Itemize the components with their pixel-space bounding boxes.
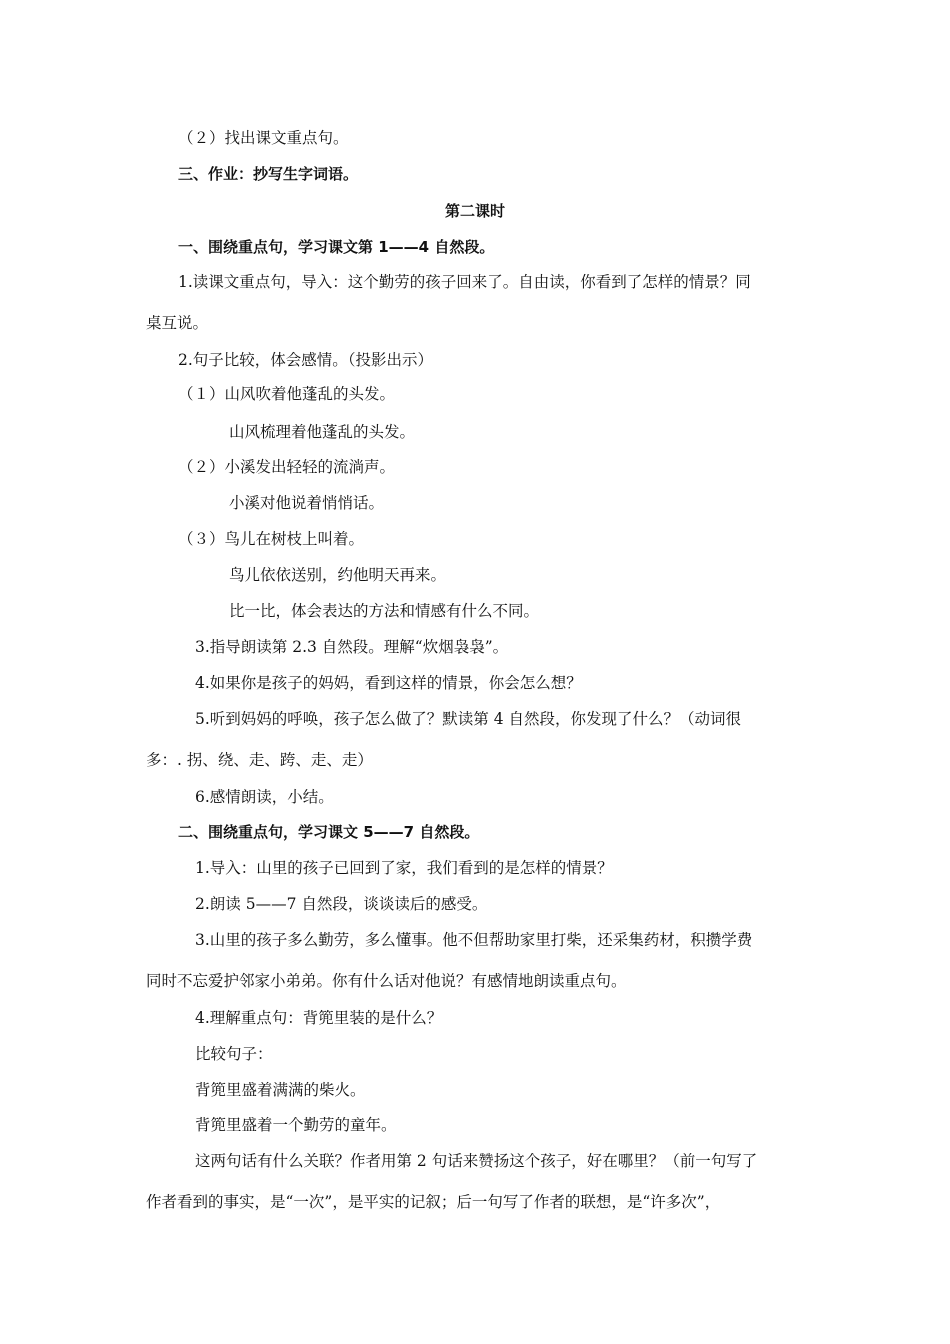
text-line: 3.山里的孩子多么勤劳，多么懂事。他不但帮助家里打柴，还采集药材，积攒学费	[195, 931, 753, 949]
lesson-title: 第二课时	[444, 202, 505, 220]
text-line: 1.导入：山里的孩子已回到了家，我们看到的是怎样的情景？	[195, 859, 613, 877]
text-line: 2.句子比较，体会感情。（投影出示）	[178, 351, 434, 369]
text-line: 作者看到的事实，是“一次”，是平实的记叙；后一句写了作者的联想，是“许多次”，	[146, 1193, 721, 1211]
section-heading: 二、围绕重点句，学习课文 5——7 自然段。	[178, 823, 480, 841]
text-line: 3.指导朗读第 2.3 自然段。理解“炊烟袅袅”。	[195, 638, 509, 656]
text-line: 比较句子：	[195, 1045, 273, 1063]
text-line: 山风梳理着他蓬乱的头发。	[229, 423, 416, 441]
text-line: 4.理解重点句：背篼里装的是什么？	[195, 1009, 443, 1027]
text-line: （２）小溪发出轻轻的流淌声。	[178, 458, 396, 476]
text-line: 桌互说。	[146, 314, 209, 332]
section-heading: 一、围绕重点句，学习课文第 1——4 自然段。	[178, 238, 495, 256]
text-line: （１）山风吹着他蓬乱的头发。	[178, 385, 396, 403]
text-line: 小溪对他说着悄悄话。	[229, 494, 385, 512]
text-line: 鸟儿依依送别，约他明天再来。	[229, 566, 447, 584]
text-line: 4.如果你是孩子的妈妈，看到这样的情景，你会怎么想？	[195, 674, 582, 692]
text-line: （３）鸟儿在树枝上叫着。	[178, 530, 365, 548]
text-line: 背篼里盛着满满的柴火。	[195, 1081, 366, 1099]
text-line: 2.朗读 5——7 自然段，谈谈读后的感受。	[195, 895, 488, 913]
text-line: 同时不忘爱护邻家小弟弟。你有什么话对他说？有感情地朗读重点句。	[146, 972, 627, 990]
text-line: 5.听到妈妈的呼唤，孩子怎么做了？默读第 4 自然段，你发现了什么？（动词很	[195, 710, 742, 728]
text-line: 6.感情朗读，小结。	[195, 788, 334, 806]
section-heading: 三、作业：抄写生字词语。	[178, 165, 359, 183]
text-line: 背篼里盛着一个勤劳的童年。	[195, 1116, 397, 1134]
text-line: 这两句话有什么关联？作者用第 2 句话来赞扬这个孩子，好在哪里？（前一句写了	[195, 1152, 758, 1170]
text-line: 比一比，体会表达的方法和情感有什么不同。	[229, 602, 540, 620]
text-line: 多：. 拐、绕、走、跨、走、走）	[146, 751, 373, 769]
text-line: （２）找出课文重点句。	[178, 129, 349, 147]
text-line: 1.读课文重点句，导入：这个勤劳的孩子回来了。自由读，你看到了怎样的情景？同	[178, 273, 751, 291]
